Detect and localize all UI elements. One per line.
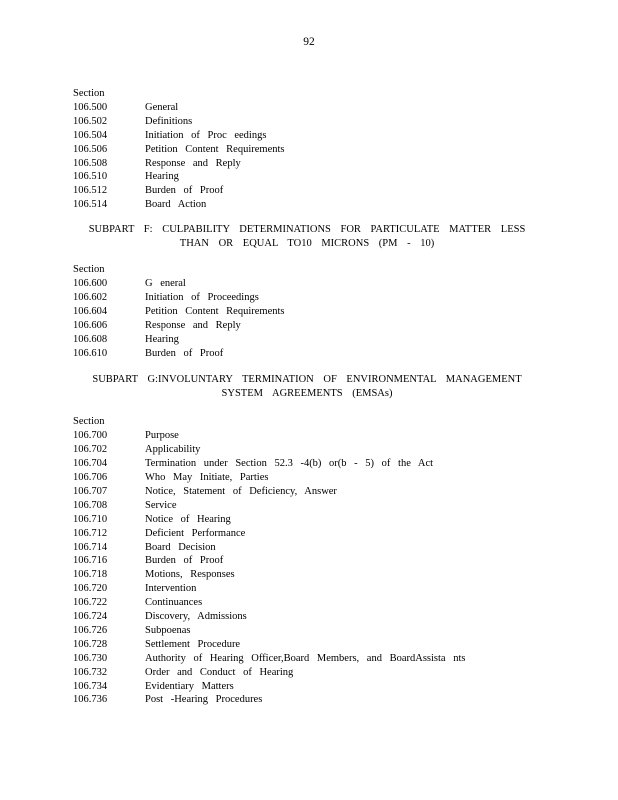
section-title: Deficient Performance [145, 527, 246, 539]
list-item [73, 291, 543, 305]
section-title: Board Decision [145, 541, 216, 553]
list-item [73, 652, 543, 666]
section-number: 106.606 [73, 319, 108, 331]
section-title: Post -Hearing Procedures [145, 694, 263, 706]
section-number: 106.710 [73, 513, 108, 525]
section-title: Hearing [145, 171, 179, 183]
subpart-f-line2: THAN OR EQUAL TO10 MICRONS (PM - 10) [179, 238, 435, 250]
list-item [73, 129, 543, 143]
section-number: 106.712 [73, 527, 108, 539]
section-number: 106.718 [73, 569, 108, 581]
section-title: Burden of Proof [145, 185, 224, 197]
section-number: 106.730 [73, 652, 108, 664]
list-item [73, 305, 543, 319]
section-number: 106.704 [73, 458, 108, 470]
list-item [73, 610, 543, 624]
section-group-700 [73, 415, 543, 707]
subpart-g-line2: SYSTEM AGREEMENTS (EMSAs) [221, 388, 393, 400]
section-title: General [145, 102, 179, 113]
list-item [73, 184, 543, 198]
section-number: 106.700 [73, 430, 108, 442]
section-number: 106.608 [73, 333, 108, 345]
section-number: 106.504 [73, 129, 108, 141]
section-title: Intervention [145, 583, 197, 595]
section-number: 106.512 [73, 185, 108, 197]
section-header: Section [73, 88, 105, 99]
list-item [73, 101, 543, 115]
list-item [73, 115, 543, 129]
section-number: 106.514 [73, 199, 108, 211]
section-number: 106.604 [73, 305, 108, 317]
list-item [73, 143, 543, 157]
section-title: Discovery, Admissions [145, 611, 247, 623]
section-number: 106.600 [73, 278, 108, 290]
list-item [73, 513, 543, 527]
table-of-contents [73, 87, 543, 707]
section-number: 106.500 [73, 102, 108, 113]
section-number: 106.720 [73, 583, 108, 595]
list-item [73, 157, 543, 171]
list-item [73, 429, 543, 443]
list-item [73, 277, 543, 291]
subpart-f-heading [67, 223, 547, 251]
list-item [73, 568, 543, 582]
subpart-g-line1: SUBPART G:INVOLUNTARY TERMINATION OF ENVIRONMENTAL MANAGEMENT [92, 374, 522, 386]
section-number: 106.506 [73, 143, 108, 155]
section-number: 106.708 [73, 499, 108, 511]
section-title: Purpose [145, 430, 179, 442]
section-title: Evidentiary Matters [145, 680, 234, 692]
section-title: Notice of Hearing [145, 513, 231, 525]
section-number: 106.702 [73, 444, 108, 456]
section-title: Burden of Proof [145, 347, 224, 359]
subpart-g-heading [67, 373, 547, 401]
list-item [73, 198, 543, 212]
section-number: 106.510 [73, 171, 108, 183]
section-title: Applicability [145, 444, 201, 456]
section-title: Board Action [145, 199, 207, 211]
section-number: 106.602 [73, 292, 108, 304]
list-item [73, 170, 543, 184]
section-number: 106.724 [73, 611, 108, 623]
section-number: 106.734 [73, 680, 108, 692]
section-header: Section [73, 416, 105, 428]
list-item [73, 471, 543, 485]
section-title: Response and Reply [145, 157, 241, 169]
section-title: Petition Content Requirements [145, 305, 285, 317]
section-title: Burden of Proof [145, 555, 224, 567]
section-number: 106.732 [73, 666, 108, 678]
list-item [73, 596, 543, 610]
subpart-f-line1: SUBPART F: CULPABILITY DETERMINATIONS FOR PARTICULATE MATTER LESS [88, 224, 526, 236]
section-number: 106.502 [73, 115, 108, 127]
section-title: Service [145, 499, 177, 511]
list-item [73, 333, 543, 347]
section-number: 106.722 [73, 597, 108, 609]
section-title: Who May Initiate, Parties [145, 472, 269, 484]
list-item [73, 638, 543, 652]
section-title: Motions, Responses [145, 569, 235, 581]
section-number: 106.714 [73, 541, 108, 553]
list-item [73, 485, 543, 499]
section-number: 106.726 [73, 624, 108, 636]
section-title: Continuances [145, 597, 203, 609]
list-item [73, 624, 543, 638]
section-number: 106.508 [73, 157, 108, 169]
section-title: Subpoenas [145, 624, 191, 636]
section-title: Authority of Hearing Officer,Board Members, and BoardAssista nts [145, 652, 466, 664]
list-item [73, 457, 543, 471]
section-title: Notice, Statement of Deficiency, Answer [145, 486, 337, 498]
section-title: Settlement Procedure [145, 638, 241, 650]
section-number: 106.728 [73, 638, 108, 650]
list-item [73, 527, 543, 541]
section-header: Section [73, 264, 105, 276]
section-title: Termination under Section 52.3 -4(b) or(b - 5) of the Act [145, 458, 434, 470]
list-item [73, 443, 543, 457]
section-title: Response and Reply [145, 319, 241, 331]
section-title: Order and Conduct of Hearing [145, 666, 294, 678]
list-item [73, 554, 543, 568]
section-title: Petition Content Requirements [145, 143, 285, 155]
page-number: 92 [303, 36, 315, 48]
list-item [73, 680, 543, 694]
section-title: Initiation of Proc eedings [145, 129, 267, 141]
list-item [73, 319, 543, 333]
section-title: Hearing [145, 333, 179, 345]
section-group-600 [73, 263, 543, 360]
list-item [73, 347, 543, 361]
section-title: Definitions [145, 115, 193, 127]
section-group-500 [73, 87, 543, 212]
list-item [73, 693, 543, 707]
section-number: 106.736 [73, 694, 108, 706]
section-number: 106.610 [73, 347, 108, 359]
section-title: G eneral [145, 278, 186, 290]
section-title: Initiation of Proceedings [145, 292, 259, 304]
list-item [73, 582, 543, 596]
section-number: 106.716 [73, 555, 108, 567]
list-item [73, 499, 543, 513]
section-number: 106.707 [73, 486, 108, 498]
section-number: 106.706 [73, 472, 108, 484]
list-item [73, 541, 543, 555]
list-item [73, 666, 543, 680]
